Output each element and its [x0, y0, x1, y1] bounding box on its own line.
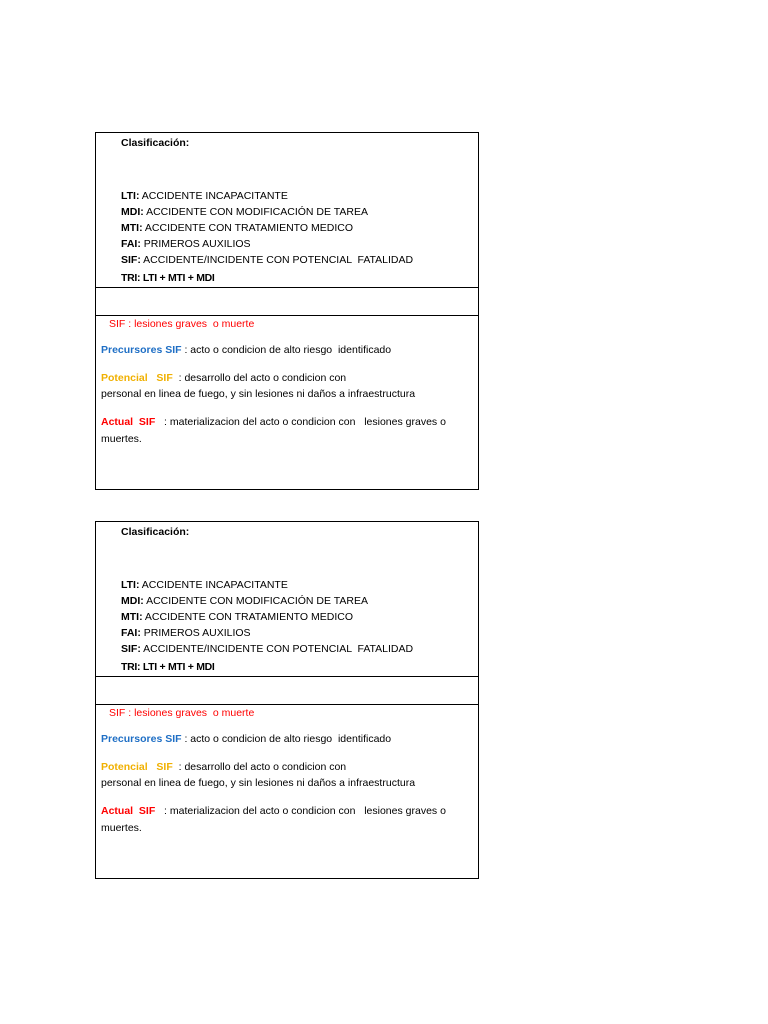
fai-code: FAI: — [121, 627, 141, 639]
actual-text-2: muertes. — [101, 822, 142, 834]
lti-desc: ACCIDENTE INCAPACITANTE — [139, 579, 288, 591]
lti-code: LTI: — [121, 579, 140, 591]
mdi-line — [121, 595, 368, 608]
classification-card-2 — [95, 521, 479, 879]
classification-section — [96, 522, 478, 677]
sif-desc: ACCIDENTE/INCIDENTE CON POTENCIAL FATALIDAD — [140, 254, 414, 266]
lti-desc: ACCIDENTE INCAPACITANTE — [139, 190, 288, 202]
fai-line — [121, 238, 251, 251]
potencial-line — [101, 761, 346, 774]
potencial-text-2: personal en linea de fuego, y sin lesiones ni daños a infraestructura — [101, 777, 416, 789]
lti-line — [121, 579, 288, 592]
fai-desc: PRIMEROS AUXILIOS — [140, 627, 251, 639]
fai-code: FAI: — [121, 238, 141, 250]
empty-row — [96, 676, 478, 705]
precursores-line — [101, 344, 391, 357]
classification-heading: Clasificación: — [121, 526, 190, 538]
sif-definitions — [96, 704, 478, 878]
tri-formula: TRI: LTI + MTI + MDI — [121, 661, 215, 673]
sif-line — [121, 643, 413, 656]
sif-note: SIF : lesiones graves o muerte — [109, 318, 255, 330]
sif-definitions — [96, 315, 478, 489]
potencial-text-2: personal en linea de fuego, y sin lesiones ni daños a infraestructura — [101, 388, 416, 400]
fai-desc: PRIMEROS AUXILIOS — [140, 238, 251, 250]
sif-note: SIF : lesiones graves o muerte — [109, 707, 255, 719]
precursores-line — [101, 733, 391, 746]
actual-line — [101, 416, 446, 429]
precursores-label: Precursores SIF — [101, 733, 182, 745]
potencial-label: Potencial SIF — [101, 761, 173, 773]
mdi-desc: ACCIDENTE CON MODIFICACIÓN DE TAREA — [143, 206, 368, 218]
actual-text-1: : materializacion del acto o condicion con lesiones graves o — [155, 416, 446, 428]
tri-formula: TRI: LTI + MTI + MDI — [121, 272, 215, 284]
lti-line — [121, 190, 288, 203]
fai-line — [121, 627, 251, 640]
sif-desc: ACCIDENTE/INCIDENTE CON POTENCIAL FATALIDAD — [140, 643, 414, 655]
mti-code: MTI: — [121, 222, 143, 234]
sif-code: SIF: — [121, 254, 141, 266]
precursores-text: : acto o condicion de alto riesgo identificado — [181, 344, 392, 356]
potencial-text-1: : desarrollo del acto o condicion con — [172, 372, 347, 384]
potencial-text-1: : desarrollo del acto o condicion con — [172, 761, 347, 773]
precursores-label: Precursores SIF — [101, 344, 182, 356]
potencial-line — [101, 372, 346, 385]
mti-desc: ACCIDENTE CON TRATAMIENTO MEDICO — [142, 222, 353, 234]
mdi-line — [121, 206, 368, 219]
sif-code: SIF: — [121, 643, 141, 655]
mdi-desc: ACCIDENTE CON MODIFICACIÓN DE TAREA — [143, 595, 368, 607]
classification-section — [96, 133, 478, 288]
precursores-text: : acto o condicion de alto riesgo identificado — [181, 733, 392, 745]
empty-row — [96, 287, 478, 316]
actual-text-1: : materializacion del acto o condicion con lesiones graves o — [155, 805, 446, 817]
mti-code: MTI: — [121, 611, 143, 623]
actual-text-2: muertes. — [101, 433, 142, 445]
mti-desc: ACCIDENTE CON TRATAMIENTO MEDICO — [142, 611, 353, 623]
mdi-code: MDI: — [121, 206, 144, 218]
classification-card-1 — [95, 132, 479, 490]
lti-code: LTI: — [121, 190, 140, 202]
actual-label: Actual SIF — [101, 805, 156, 817]
actual-label: Actual SIF — [101, 416, 156, 428]
potencial-label: Potencial SIF — [101, 372, 173, 384]
sif-line — [121, 254, 413, 267]
mti-line — [121, 611, 353, 624]
actual-line — [101, 805, 446, 818]
mti-line — [121, 222, 353, 235]
mdi-code: MDI: — [121, 595, 144, 607]
classification-heading: Clasificación: — [121, 137, 190, 149]
